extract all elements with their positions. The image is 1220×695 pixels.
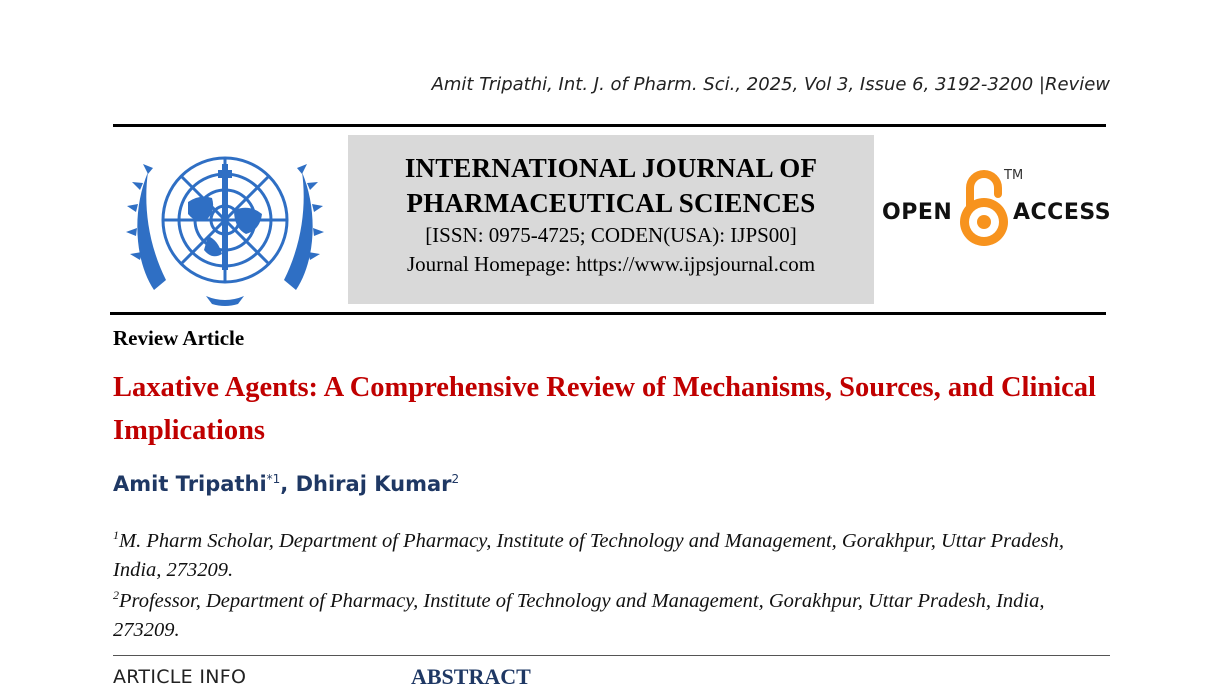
author-affiliation-mark: *1 [266,472,281,486]
author-list [113,472,459,496]
open-access-word-access: ACCESS [1013,200,1112,225]
trademark-mark: TM [1004,168,1024,183]
abstract-heading: ABSTRACT [411,664,531,689]
un-emblem-logo [126,140,324,306]
author-affiliation-mark: 2 [451,472,460,486]
journal-masthead [348,135,874,304]
author-separator: , [280,472,296,496]
journal-issn: [ISSN: 0975-4725; CODEN(USA): IJPS00] [425,223,797,247]
affiliation-1 [113,521,1103,585]
citation-header: Amit Tripathi, Int. J. of Pharm. Sci., 2025, Vol 3, Issue 6, 3192-3200 |Review [431,74,1110,95]
top-rule [113,124,1106,127]
affiliation-text: Professor, Department of Pharmacy, Institute of Technology and Management, Gorakhpur, Uttar Pradesh, India, 273209. [113,589,1045,641]
article-title: Laxative Agents: A Comprehensive Review of Mechanisms, Sources, and Clinical Implications [113,372,1096,446]
journal-title-line2: PHARMACEUTICAL SCIENCES [406,188,816,218]
affiliation-number: 2 [113,588,119,602]
affiliation-2 [113,581,1103,645]
journal-homepage: Journal Homepage: https://www.ijpsjournal.com [406,252,816,276]
author-name: Amit Tripathi [113,472,267,496]
author-name: Dhiraj Kumar [295,472,452,496]
open-access-logo [880,166,1112,256]
open-access-word-open: OPEN [882,200,953,225]
journal-title-line1: INTERNATIONAL JOURNAL OF [404,153,818,183]
affiliation-text: M. Pharm Scholar, Department of Pharmacy, Institute of Technology and Management, Gorakhpur, Uttar Pradesh, India, 273209. [113,529,1065,581]
section-divider-rule [113,655,1110,656]
article-info-heading: ARTICLE INFO [113,666,247,688]
affiliation-number: 1 [113,528,119,542]
article-type-label: Review Article [113,326,245,350]
masthead-bottom-rule [110,312,1106,315]
